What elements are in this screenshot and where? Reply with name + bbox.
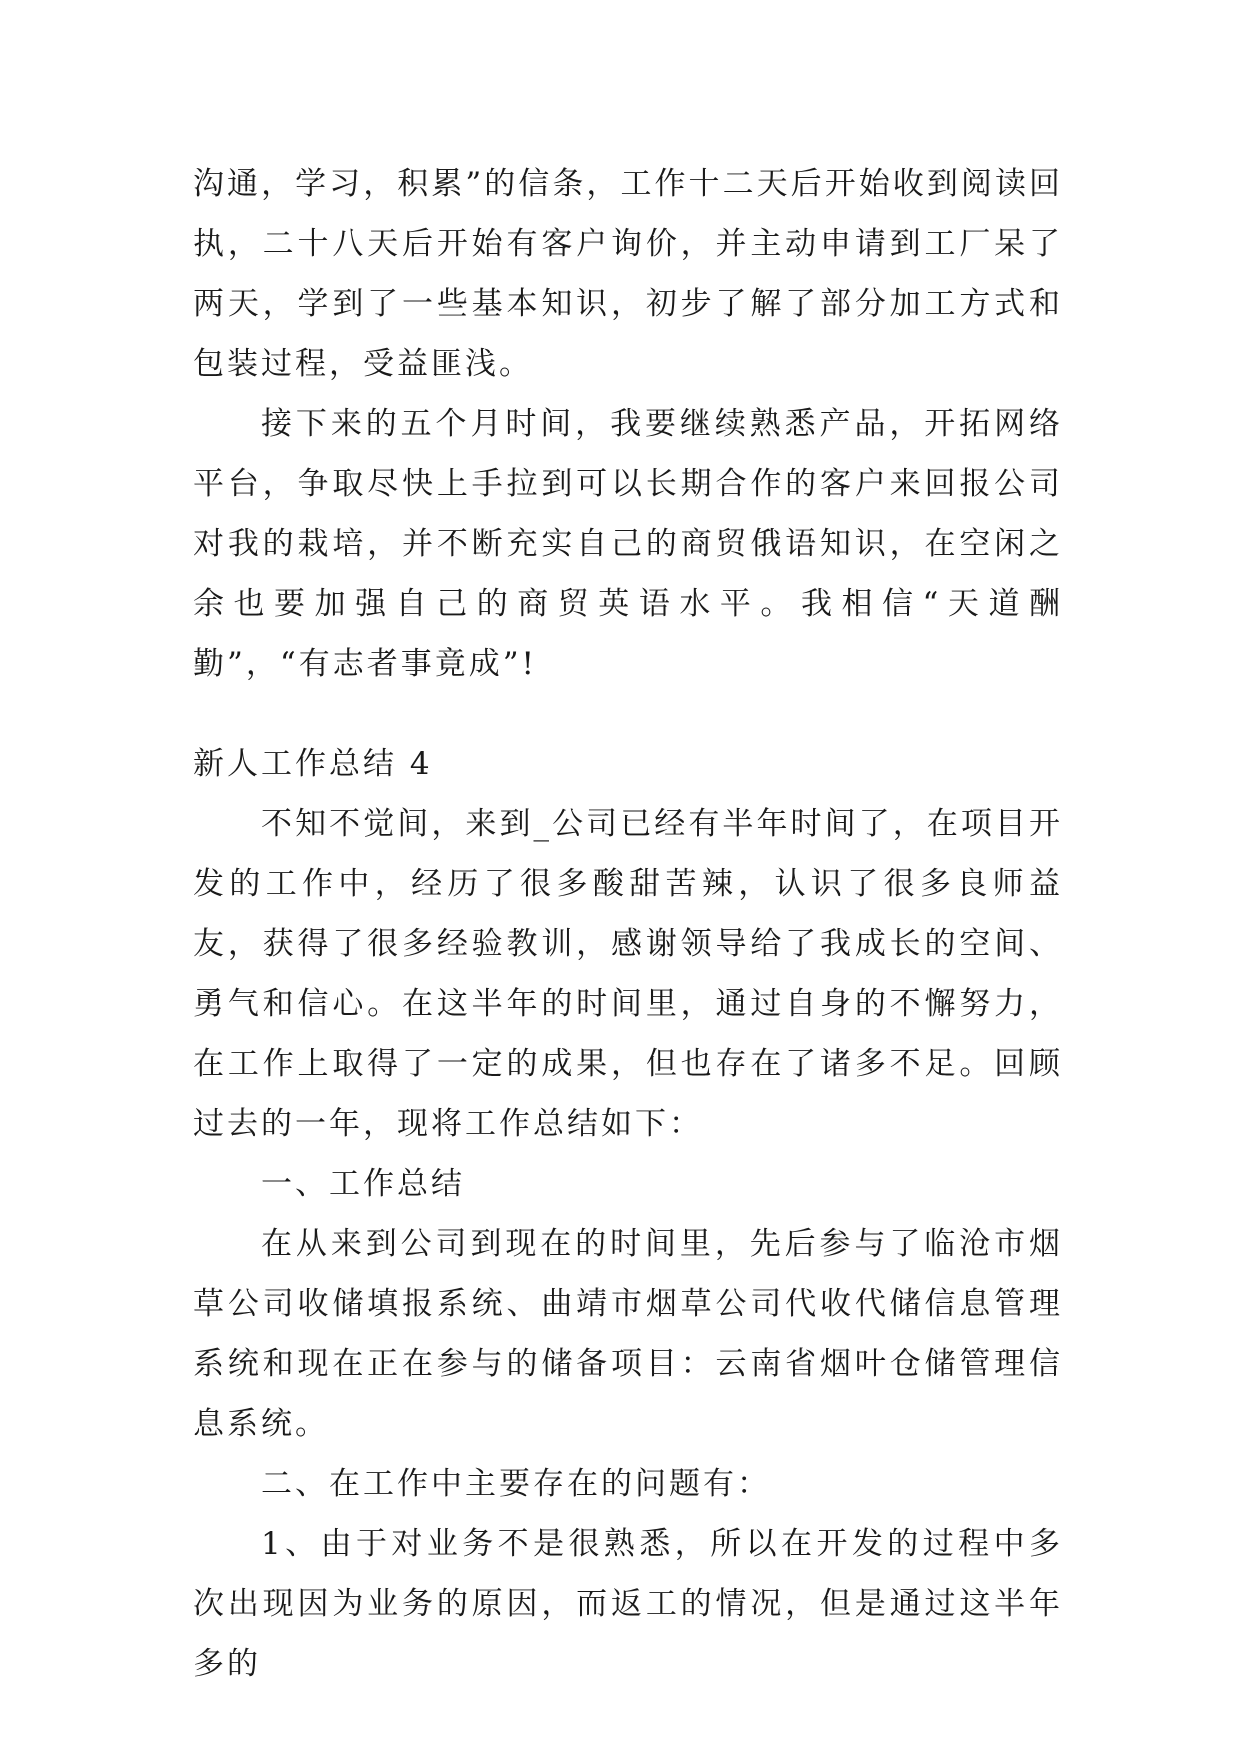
subheading-problems: 二、在工作中主要存在的问题有： <box>261 1466 771 1502</box>
section-heading: 新人工作总结 4 <box>193 746 433 782</box>
paragraph-continued: 沟通，学习，积累”的信条，工作十二天后开始收到阅读回执，二十八天后开始有客户询价，并主动申请到工厂呆了两天，学到了一些基本知识，初步了解了部分加工方式和包装过程，受益匪浅。 <box>193 166 1063 382</box>
text-block-continued <box>193 154 1063 694</box>
paragraph-plan: 接下来的五个月时间，我要继续熟悉产品，开拓网络平台，争取尽快上手拉到可以长期合作的客户来回报公司对我的栽培，并不断充实自己的商贸俄语知识，在空闲之余也要加强自己的商贸英语水平。我相信“天道酬勤”，“有志者事竟成”! <box>193 406 1063 682</box>
paragraph-problem-1: 1、由于对业务不是很熟悉，所以在开发的过程中多次出现因为业务的原因，而返工的情况，但是通过这半年多的 <box>193 1526 1063 1682</box>
text-block-summary-4 <box>193 734 1063 1694</box>
paragraph-projects: 在从来到公司到现在的时间里，先后参与了临沧市烟草公司收储填报系统、曲靖市烟草公司代收代储信息管理系统和现在正在参与的储备项目：云南省烟叶仓储管理信息系统。 <box>193 1226 1063 1442</box>
paragraph-intro: 不知不觉间，来到_公司已经有半年时间了，在项目开发的工作中，经历了很多酸甜苦辣，认识了很多良师益友，获得了很多经验教训，感谢领导给了我成长的空间、勇气和信心。在这半年的时间里，通过自身的不懈努力，在工作上取得了一定的成果，但也存在了诸多不足。回顾过去的一年，现将工作总结如下： <box>193 806 1063 1142</box>
subheading-work-summary: 一、工作总结 <box>261 1166 465 1202</box>
